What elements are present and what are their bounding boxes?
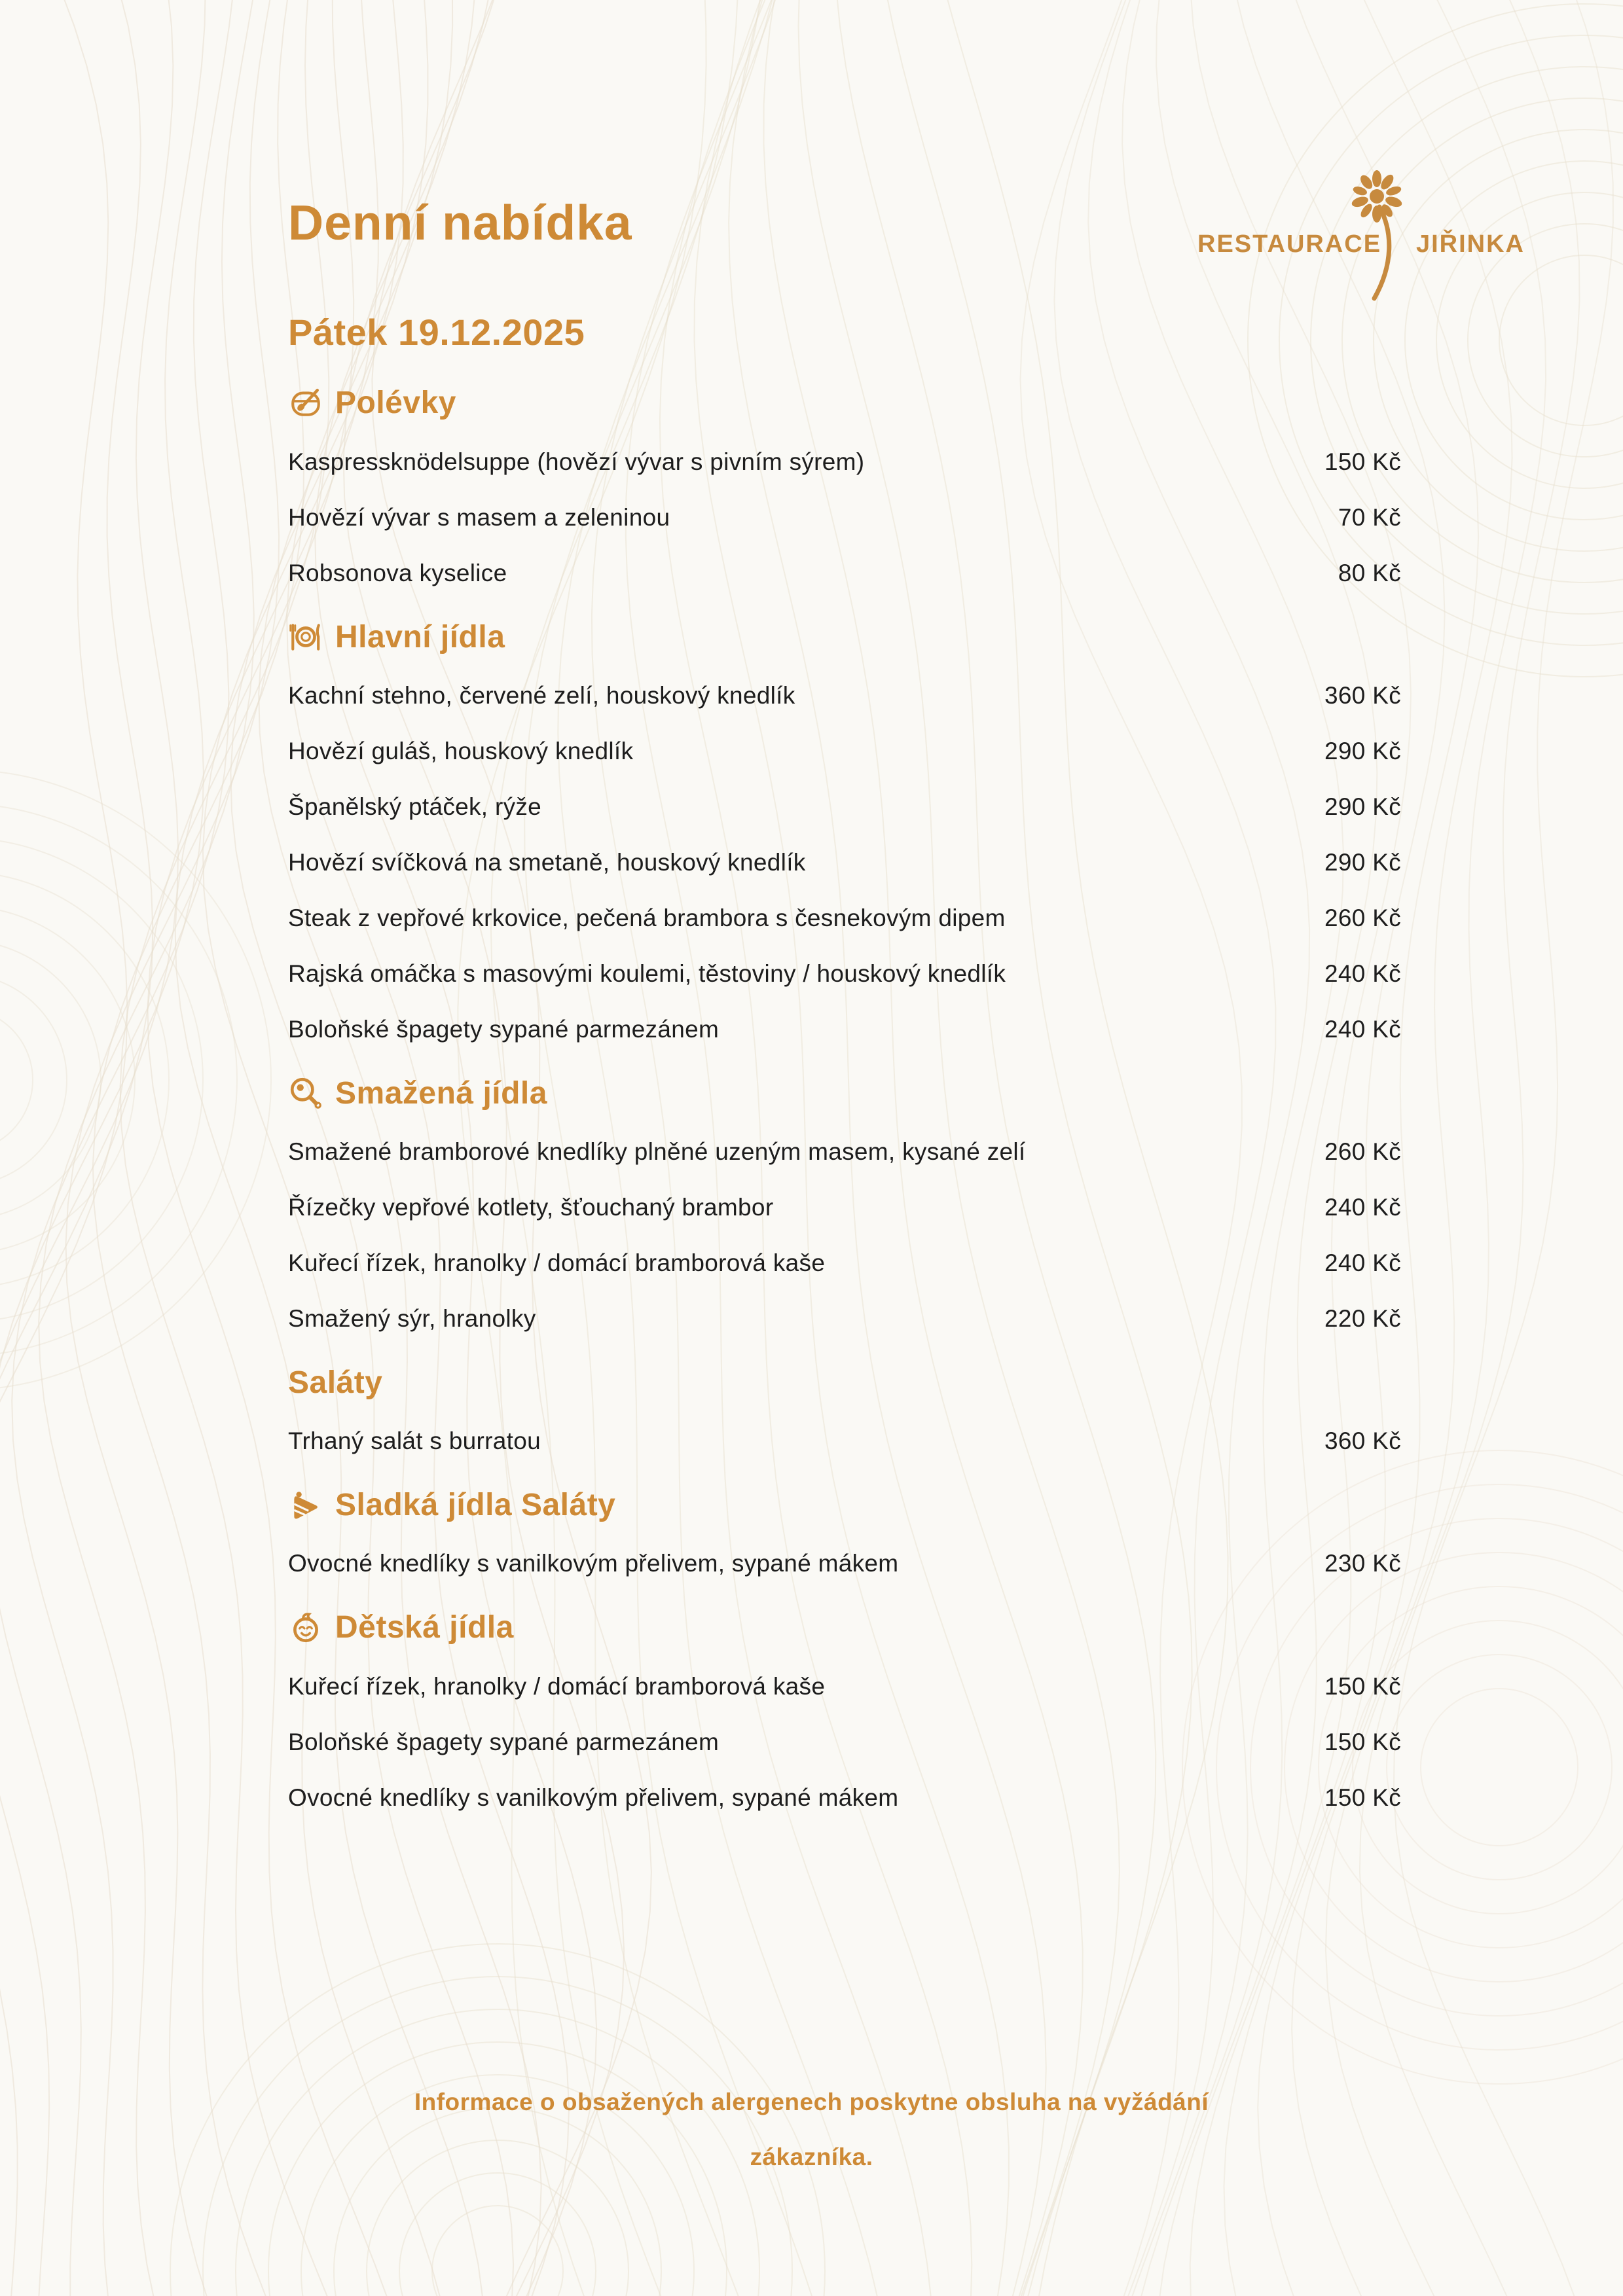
section-header-detska-jidla xyxy=(288,1609,1401,1645)
section-title: Polévky xyxy=(335,386,456,421)
menu-item-row xyxy=(288,448,1401,476)
baby-face-icon xyxy=(288,1610,323,1645)
menu-item-row xyxy=(288,1549,1401,1578)
allergen-notice-line1: Informace o obsažených alergenech poskytne obsluha na vyžádání xyxy=(414,2089,1209,2115)
section-header-polevky xyxy=(288,385,1401,421)
menu-item-price: 220 Kč xyxy=(1324,1304,1401,1332)
logo-word-jirinka: JIŘINKA xyxy=(1415,230,1525,258)
menu-item-name: Smažené bramborové knedlíky plněné uzeným masem, kysané zelí xyxy=(288,1138,1026,1165)
section-title: Sladká jídla Saláty xyxy=(335,1488,616,1523)
frying-pan-icon xyxy=(288,1075,323,1111)
menu-item-row xyxy=(288,1672,1401,1701)
menu-item-name: Boloňské špagety sypané parmezánem xyxy=(288,1015,720,1043)
allergen-notice xyxy=(0,2088,1623,2172)
menu-item-price: 360 Kč xyxy=(1324,681,1401,709)
menu-item-price: 150 Kč xyxy=(1324,1728,1401,1755)
menu-item-name: Trhaný salát s burratou xyxy=(288,1427,541,1455)
menu-item-price: 360 Kč xyxy=(1324,1427,1401,1455)
menu-item-price: 240 Kč xyxy=(1324,1249,1401,1276)
menu-item-row xyxy=(288,793,1401,821)
menu-item-name: Steak z vepřové krkovice, pečená brambora s česnekovým dipem xyxy=(288,904,1006,931)
menu-item-row xyxy=(288,1427,1401,1456)
menu-item-row xyxy=(288,503,1401,532)
menu-item-name: Španělský ptáček, rýže xyxy=(288,793,542,820)
menu-item-price: 260 Kč xyxy=(1324,1138,1401,1165)
menu-item-price: 240 Kč xyxy=(1324,960,1401,987)
cake-slice-icon xyxy=(288,1488,323,1523)
section-header-sladka-jidla xyxy=(288,1487,1401,1523)
menu-item-name: Hovězí vývar s masem a zeleninou xyxy=(288,503,670,531)
menu-item-name: Ovocné knedlíky s vanilkovým přelivem, sypané mákem xyxy=(288,1784,899,1811)
section-header-hlavni-jidla xyxy=(288,619,1401,655)
menu-item-row xyxy=(288,559,1401,588)
menu-item-price: 240 Kč xyxy=(1324,1015,1401,1043)
section-title: Hlavní jídla xyxy=(335,619,505,655)
menu-item-name: Rajská omáčka s masovými koulemi, těstoviny / houskový knedlík xyxy=(288,960,1006,987)
section-title: Smažená jídla xyxy=(335,1075,547,1111)
section-title: Saláty xyxy=(288,1365,383,1400)
menu-item-price: 70 Kč xyxy=(1338,503,1401,531)
section-title: Dětská jídla xyxy=(335,1610,514,1645)
menu-item-row xyxy=(288,1728,1401,1757)
allergen-notice-line2: zákazníka. xyxy=(750,2144,873,2171)
menu-item-name: Boloňské špagety sypané parmezánem xyxy=(288,1728,720,1755)
menu-item-name: Hovězí svíčková na smetaně, houskový knedlík xyxy=(288,848,806,876)
plate-cutlery-icon xyxy=(288,619,323,655)
menu-item-name: Ovocné knedlíky s vanilkovým přelivem, sypané mákem xyxy=(288,1550,899,1577)
menu-item-row xyxy=(288,904,1401,933)
section-header-salaty xyxy=(288,1365,1401,1401)
menu-item-name: Kuřecí řízek, hranolky / domácí bramborová kaše xyxy=(288,1672,826,1700)
menu-item-price: 80 Kč xyxy=(1338,559,1401,586)
menu-item-price: 150 Kč xyxy=(1324,1784,1401,1811)
menu-item-price: 290 Kč xyxy=(1324,848,1401,876)
menu-item-name: Hovězí guláš, houskový knedlík xyxy=(288,737,634,764)
menu-item-name: Řízečky vepřové kotlety, šťouchaný brambor xyxy=(288,1193,774,1221)
menu-item-row xyxy=(288,960,1401,988)
menu-item-row xyxy=(288,848,1401,877)
menu-date: Pátek 19.12.2025 xyxy=(288,312,585,353)
menu-item-price: 150 Kč xyxy=(1324,1672,1401,1700)
menu-item-name: Smažený sýr, hranolky xyxy=(288,1304,536,1332)
logo-word-restaurace: RESTAURACE xyxy=(1197,230,1382,258)
menu-item-price: 230 Kč xyxy=(1324,1550,1401,1577)
menu-item-row xyxy=(288,681,1401,710)
menu-item-row xyxy=(288,1784,1401,1812)
menu-item-name: Kuřecí řízek, hranolky / domácí bramborová kaše xyxy=(288,1249,826,1276)
menu-item-price: 150 Kč xyxy=(1324,448,1401,475)
menu-item-row xyxy=(288,737,1401,766)
menu-item-name: Kaspressknödelsuppe (hovězí vývar s pivním sýrem) xyxy=(288,448,865,475)
section-header-smazena-jidla xyxy=(288,1075,1401,1111)
menu-item-price: 240 Kč xyxy=(1324,1193,1401,1221)
menu-item-price: 290 Kč xyxy=(1324,737,1401,764)
menu-item-name: Kachní stehno, červené zelí, houskový knedlík xyxy=(288,681,795,709)
menu-item-name: Robsonova kyselice xyxy=(288,559,507,586)
soup-bowl-icon xyxy=(288,386,323,421)
menu-item-row xyxy=(288,1015,1401,1044)
menu-item-row xyxy=(288,1193,1401,1222)
menu-item-row xyxy=(288,1304,1401,1333)
menu-item-row xyxy=(288,1138,1401,1166)
menu-item-price: 290 Kč xyxy=(1324,793,1401,820)
menu-item-price: 260 Kč xyxy=(1324,904,1401,931)
page-title: Denní nabídka xyxy=(288,195,632,250)
menu-item-row xyxy=(288,1249,1401,1278)
